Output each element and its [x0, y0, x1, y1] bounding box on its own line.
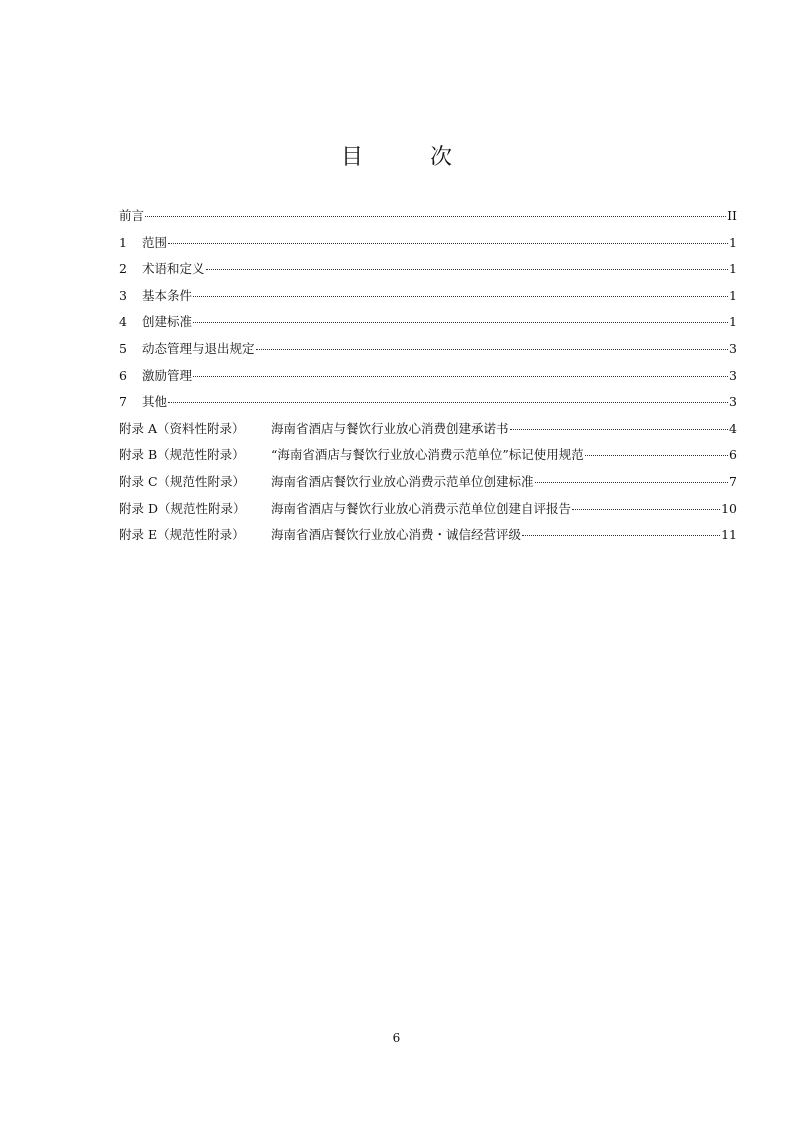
toc-entry-label	[119, 446, 584, 464]
toc-entry-label	[119, 234, 167, 252]
toc-entry-page: 6	[729, 447, 737, 463]
toc-dot-leader	[145, 215, 726, 217]
toc-entry-label: 前言	[119, 208, 145, 223]
toc-entry-basic-conditions[interactable]	[119, 287, 737, 314]
toc-entry-page: 1	[729, 287, 737, 303]
toc-appendix-prefix: 附录 C（规范性附录）	[119, 473, 246, 489]
toc-entry-scope[interactable]	[119, 234, 737, 261]
toc-dot-leader	[585, 454, 728, 456]
toc-entry-appendix-b[interactable]	[119, 446, 737, 473]
toc-entry-label	[119, 313, 192, 331]
toc-entry-page: 3	[729, 367, 737, 383]
toc-entry-text: 创建标准	[142, 314, 193, 330]
toc-entry-number: 3	[119, 287, 127, 303]
toc-entry-terms[interactable]	[119, 260, 737, 287]
toc-entry-text: 海南省酒店餐饮行业放心消费・诚信经营评级	[271, 527, 522, 543]
toc-entry-other[interactable]	[119, 393, 737, 420]
toc-entry-page: 10	[721, 500, 737, 516]
toc-entry-appendix-d[interactable]	[119, 500, 737, 527]
toc-entry-incentive-management[interactable]	[119, 367, 737, 394]
toc-entry-label	[119, 260, 205, 278]
toc-appendix-prefix: 附录 A（资料性附录）	[119, 420, 245, 436]
page-number: 6	[392, 1031, 401, 1045]
toc-entry-number: 1	[119, 234, 127, 250]
toc-appendix-prefix: 附录 E（规范性附录）	[119, 527, 245, 543]
toc-entry-label	[119, 287, 192, 305]
toc-entry-appendix-a[interactable]	[119, 420, 737, 447]
toc-entry-page: 1	[729, 261, 737, 277]
toc-entry-text: 动态管理与退出规定	[142, 340, 255, 356]
toc-appendix-prefix: 附录 B（规范性附录）	[119, 447, 245, 463]
toc-entry-page: 7	[729, 473, 737, 489]
toc-dot-leader	[168, 401, 728, 403]
toc-entry-label	[119, 340, 255, 358]
toc-dot-leader	[522, 534, 720, 536]
toc-entry-text: 范围	[142, 234, 168, 250]
toc-entry-label	[119, 473, 534, 491]
toc-entry-text: 海南省酒店餐饮行业放心消费示范单位创建标准	[271, 473, 534, 489]
table-of-contents	[119, 207, 737, 553]
toc-entry-label	[119, 500, 571, 518]
toc-entry-number: 5	[119, 340, 127, 356]
toc-entry-number: 4	[119, 314, 127, 330]
toc-dot-leader	[206, 268, 728, 270]
toc-entry-label	[119, 420, 509, 438]
toc-entry-number: 7	[119, 394, 127, 410]
toc-appendix-prefix: 附录 D（规范性附录）	[119, 500, 246, 516]
toc-entry-creation-standard[interactable]	[119, 313, 737, 340]
toc-entry-text: 术语和定义	[142, 261, 205, 277]
toc-entry-appendix-c[interactable]	[119, 473, 737, 500]
toc-entry-page: II	[727, 208, 737, 223]
toc-dot-leader	[510, 428, 728, 430]
toc-entry-text: 激励管理	[142, 367, 193, 383]
toc-dot-leader	[256, 348, 728, 350]
toc-entry-page: 1	[729, 314, 737, 330]
toc-entry-text: 海南省酒店与餐饮行业放心消费创建承诺书	[271, 420, 509, 436]
toc-entry-page: 1	[729, 234, 737, 250]
toc-entry-number: 2	[119, 261, 127, 277]
toc-entry-page: 4	[729, 420, 737, 436]
toc-dot-leader	[193, 321, 728, 323]
toc-entry-label	[119, 526, 521, 544]
toc-entry-text: 其他	[142, 394, 168, 410]
toc-entry-dynamic-management[interactable]	[119, 340, 737, 367]
toc-entry-page: 3	[729, 340, 737, 356]
toc-entry-page: 11	[721, 527, 737, 543]
page-title: 目 次	[341, 145, 482, 170]
toc-entry-text: 基本条件	[142, 287, 193, 303]
toc-dot-leader	[168, 242, 728, 244]
toc-entry-preface[interactable]	[119, 207, 737, 234]
toc-dot-leader	[535, 481, 728, 483]
toc-entry-label	[119, 367, 192, 385]
toc-entry-appendix-e[interactable]	[119, 526, 737, 553]
toc-entry-text: “海南省酒店与餐饮行业放心消费示范单位”标记使用规范	[271, 447, 584, 463]
toc-entry-number: 6	[119, 367, 127, 383]
toc-dot-leader	[193, 295, 728, 297]
toc-dot-leader	[193, 375, 728, 377]
toc-dot-leader	[572, 508, 720, 510]
toc-entry-text: 海南省酒店与餐饮行业放心消费示范单位创建自评报告	[271, 500, 572, 516]
toc-entry-label	[119, 393, 167, 411]
toc-entry-page: 3	[729, 394, 737, 410]
